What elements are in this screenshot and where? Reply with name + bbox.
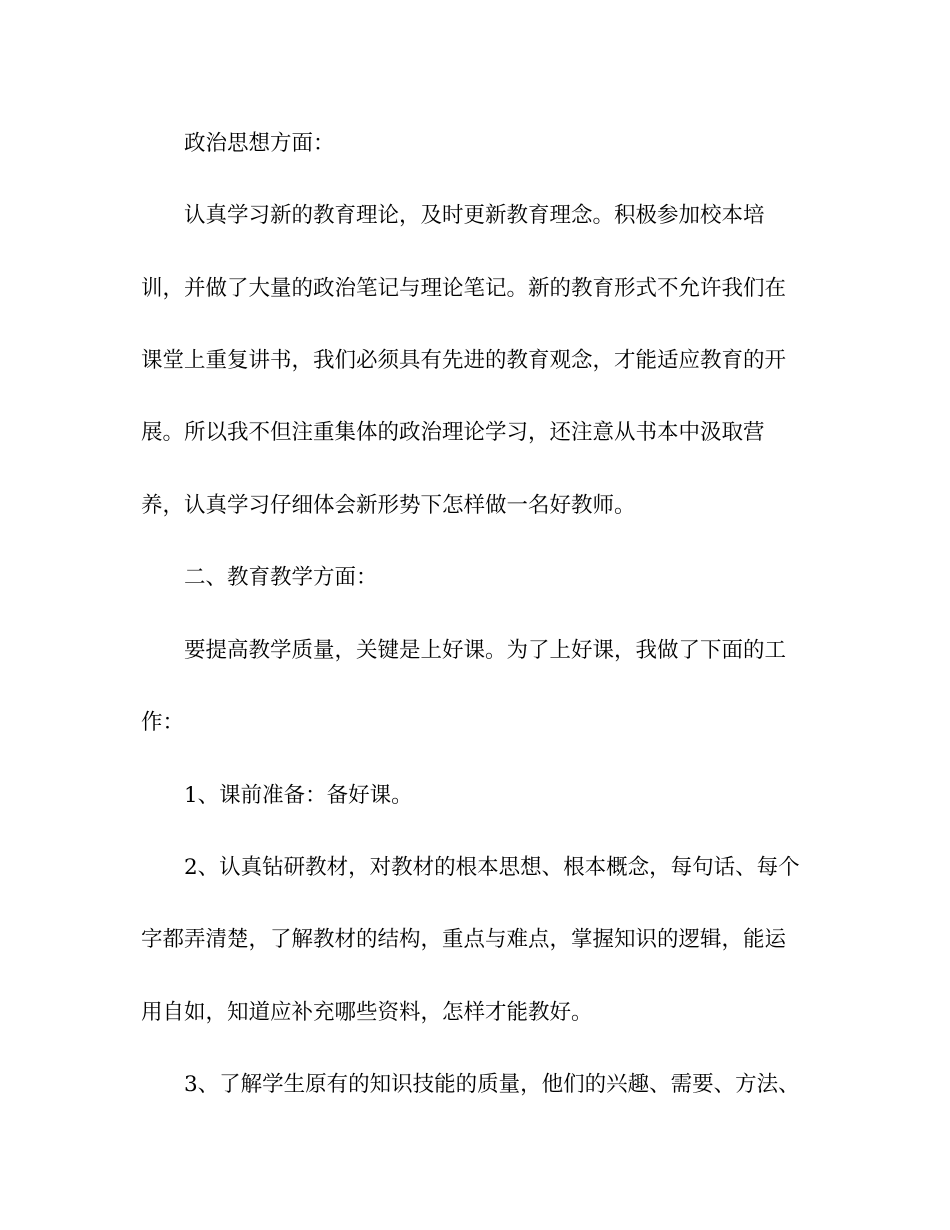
section-heading-teaching: 二、教育教学方面：	[184, 565, 378, 590]
paragraph-line: 认真学习新的教育理论，及时更新教育理念。积极参加校本培	[184, 203, 765, 228]
paragraph-line: 展。所以我不但注重集体的政治理论学习，还注意从书本中汲取营	[141, 420, 765, 445]
paragraph-line: 作：	[141, 710, 185, 735]
paragraph-line: 要提高教学质量，关键是上好课。为了上好课，我做了下面的工	[184, 638, 787, 663]
paragraph-line: 训，并做了大量的政治笔记与理论笔记。新的教育形式不允许我们在	[141, 276, 787, 301]
paragraph-line: 用自如，知道应补充哪些资料，怎样才能教好。	[141, 1000, 593, 1025]
section-heading-political: 政治思想方面：	[184, 131, 335, 156]
list-item-2: 2、认真钻研教材，对教材的根本思想、根本概念，每句话、每个	[184, 855, 800, 880]
list-item-3: 3、了解学生原有的知识技能的质量，他们的兴趣、需要、方法、	[184, 1072, 800, 1097]
list-item-1: 1、课前准备：备好课。	[184, 783, 413, 808]
paragraph-line: 养，认真学习仔细体会新形势下怎样做一名好教师。	[141, 493, 636, 518]
paragraph-line: 课堂上重复讲书，我们必须具有先进的教育观念，才能适应教育的开	[141, 348, 787, 373]
paragraph-line: 字都弄清楚，了解教材的结构，重点与难点，掌握知识的逻辑，能运	[141, 927, 787, 952]
